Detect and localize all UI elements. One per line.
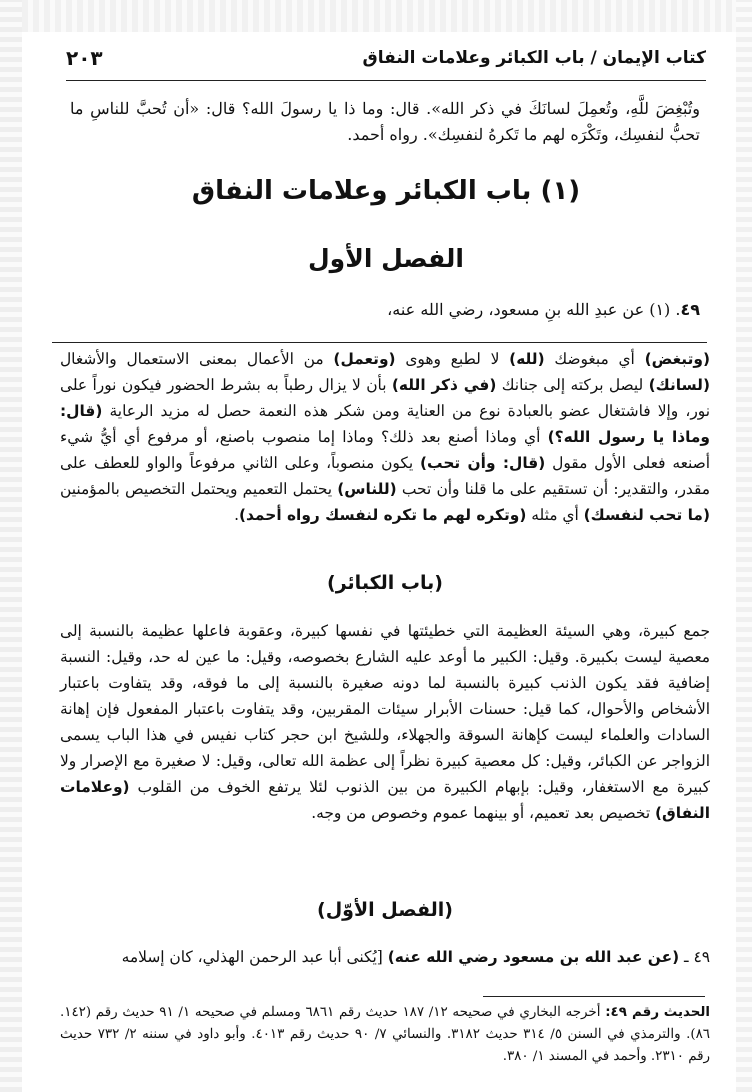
commentary-term: (في ذكر الله) bbox=[391, 376, 497, 394]
commentary-term: (للناس) bbox=[337, 480, 397, 498]
commentary-text: لا لطبع وهوى bbox=[395, 350, 510, 368]
paragraph-text: جمع كبيرة، وهي السيئة العظيمة التي خطيئتها في نفسها كبيرة، وعقوبة فاعلها عظيمة بالنسبة إلى معصية ليست بكبيرة. وقيل: الكبير ما أوعد عليه الشارع بخصوصه، وقيل: ما عين له حد، وقيل: النسبة إضافية فقد يكون الذنب كبيرة بالنسبة لما دونه صغيرة بالنسبة إلى ما فوقه، وقد يتفاوت باعتبار الأشخاص والأحوال، كما قيل: حسنات الأبرار سيئات المقربين، وقد يتفاوت باعتبار المفعول فإن إهانة السادات والعلماء ليست كإهانة السوقة والجهلاء، وللشيخ ابن حجر كتاب نفيس في هذا الباب يسمى الزواجر عن الكبائر، وقيل: كل معصية كبيرة نظراً إلى عظمة الله تعالى، وقيل: لا صغيرة مع الإصرار ولا كبيرة مع الاستغفار، وقيل: بإبهام الكبيرة من بين الذنوب لئلا يرتفع الخوف من القلوب bbox=[60, 622, 711, 796]
scan-edge-top bbox=[0, 0, 752, 32]
hadith-number: ٤٩ bbox=[680, 300, 700, 319]
chapter-title: (١) باب الكبائر وعلامات النفاق bbox=[191, 176, 581, 206]
commentary-text: بأن لا يزال رطباً به بشرط الحضور فيكون نوراً على نور، وإلا فاشتغال عضو بالعبادة نوع من العناية ومن شكر هذه النعمة حصل له مزيد الرعاية bbox=[60, 376, 710, 420]
commentary-term: (وتعمل) bbox=[333, 350, 396, 368]
scan-edge-right bbox=[736, 0, 752, 1092]
commentary-term: (وتبغض) bbox=[644, 350, 710, 368]
footnote-text: أخرجه البخاري في صحيحه ١٢/ ١٨٧ حديث رقم ٦٨٦١ ومسلم في صحيحه ١/ ٩١ حديث رقم (١٤٢. ٨٦). والترمذي في السنن ٥/ ٣١٤ حديث ٣١٨٢. والنسائي ٧/ ٩٠ حديث رقم ٤٠١٣. وأبو داود في سننه ٢/ ٧٣٢ حديث رقم ٢٣١٠. وأحمد في المسند ١/ ٣٨٠. bbox=[60, 1005, 710, 1064]
commentary-text: أي وماذا أصنع بعد ذلك؟ وماذا إما منصوب باصنع، أو مرفوع أي أيُّ شيء أصنعه فعلى الأول مقول bbox=[60, 428, 710, 472]
scan-edge-left bbox=[0, 0, 22, 1092]
commentary-text: يكون منصوباً، وعلى الثاني مرفوعاً والواو للعطف على مقدر، والتقدير: أن تستقيم على ما قلنا وأن تحب bbox=[60, 454, 710, 498]
subheading-first-section: (الفصل الأوّل) bbox=[317, 899, 453, 921]
footnote-label: الحديث bbox=[663, 1005, 710, 1020]
footnote bbox=[60, 1002, 710, 1068]
hadith-line bbox=[70, 296, 700, 324]
hadith-text: . (١) عن عبدِ الله بنِ مسعود، رضي الله عنه، bbox=[387, 300, 681, 319]
subheading-kabair: (باب الكبائر) bbox=[327, 572, 443, 594]
commentary-text: من الأعمال بمعنى الاستعمال والأشغال bbox=[60, 350, 334, 368]
commentary-term: (قال: وأن تحب) bbox=[420, 454, 546, 472]
commentary-text: أي مبغوضك bbox=[544, 350, 645, 368]
hadith-49-text: [يُكنى أبا عبد الرحمن الهذلي، كان إسلامه bbox=[121, 948, 388, 966]
footnote-number: رقم ٤٩: bbox=[605, 1005, 660, 1020]
intro-text: وتُبْغِضَ للَّهِ، وتُعمِلَ لسانَكَ في ذكر الله». قال: وما ذا يا رسولَ الله؟ قال: «أن تُحبَّ للناسِ ما تحبُّ لنفسِك، وتَكْرَه لهم ما تَكرهُ لنفسِك». رواه أحمد. bbox=[70, 99, 700, 144]
divider bbox=[52, 342, 707, 343]
hadith-49-narrator: (عن عبد الله بن مسعود رضي الله عنه) bbox=[387, 948, 680, 966]
commentary-text: . bbox=[234, 506, 239, 524]
commentary-term: (ما تحب لنفسك) bbox=[583, 506, 710, 524]
hadith-49-commentary-start bbox=[60, 944, 710, 970]
paragraph-term: (وعلامات النفاق) bbox=[60, 778, 710, 822]
commentary-term: (قال: وماذا يا رسول الله؟) bbox=[60, 402, 711, 446]
page-number: ٢٠٣ bbox=[66, 46, 103, 70]
commentary-term: (لله) bbox=[509, 350, 545, 368]
commentary-text: يحتمل التعميم ويحتمل التخصيص بالمؤمنين bbox=[60, 480, 338, 498]
kabair-paragraph bbox=[60, 618, 710, 826]
commentary bbox=[60, 346, 710, 528]
commentary-term: (وتكره لهم ما تكره لنفسك رواه أحمد) bbox=[239, 506, 527, 524]
commentary-term: (لسانك) bbox=[648, 376, 710, 394]
hadith-49-prefix: ٤٩ ـ bbox=[679, 948, 710, 966]
footnote-rule bbox=[483, 996, 705, 997]
running-head-title: كتاب الإيمان / باب الكبائر وعلامات النفاق bbox=[362, 48, 706, 68]
section-title: الفصل الأول bbox=[307, 244, 465, 273]
commentary-text: أي مثله bbox=[526, 506, 584, 524]
commentary-text: ليصل بركته إلى جنانك bbox=[496, 376, 649, 394]
running-head bbox=[66, 44, 706, 81]
paragraph-text: تخصيص بعد تعميم، أو بينهما عموم وخصوص من وجه. bbox=[311, 804, 655, 822]
